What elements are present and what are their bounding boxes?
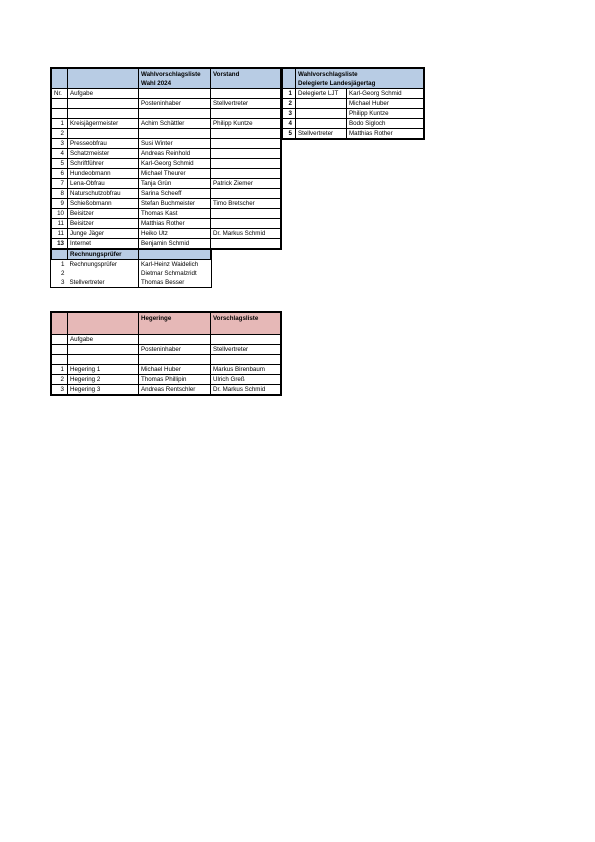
rechnungspruefer-header [52,250,211,260]
vorstand-header-row [52,89,281,99]
table-row: 11 Junge Jäger Heiko Utz Dr. Markus Schmid [52,229,281,239]
vorstand-subheader-row [52,99,281,109]
vorstand-title-col: Vorstand [211,69,281,89]
col-stellvertreter: Stellvertreter [211,345,281,355]
table-row: 5 Schriftführer Karl-Georg Schmid [52,159,281,169]
col-aufgabe: Aufgabe [68,335,139,345]
col-posteninhaber: Posteninhaber [139,345,211,355]
delegierte-title: Wahlvorschlagsliste Delegierte Landesjägertag [296,69,424,89]
hegeringe-title-row [52,313,281,335]
table-row: 1 Delegierte LJT Karl-Georg Schmid [283,89,424,99]
hegeringe-title: Hegeringe [139,313,211,335]
table-row: 3 Hegering 3 Andreas Rentschler Dr. Markus Schmid [52,385,281,395]
table-row: 3 Philipp Kuntze [283,109,424,119]
table-row: 11 Beisitzer Matthias Rother [52,219,281,229]
table-row: 3 Presseobfrau Susi Winter [52,139,281,149]
table-row: 2 Dietmar Schmalzridt [52,269,211,278]
col-stellvertreter: Stellvertreter [211,99,281,109]
table-row: 1 Rechnungsprüfer Karl-Heinz Waidelich [52,260,211,270]
table-row: 4 Bodo Sigloch [283,119,424,129]
hegeringe-subheader-row [52,345,281,355]
internet-row: 13 Internet Benjamin Schmid [52,239,281,249]
col-aufgabe: Aufgabe [68,89,139,99]
delegierte-table [282,68,424,139]
table-row: 3 Stellvertreter Thomas Besser [52,278,211,287]
table-row: 1 Hegering 1 Michael Huber Markus Birenbaum [52,365,281,375]
hegeringe-sheet [51,312,281,395]
hegeringe-table [51,312,281,395]
table-row: 8 Naturschutzobfrau Sarina Scheeff [52,189,281,199]
rechnungspruefer-label: Rechnungsprüfer [68,250,139,260]
table-row: 6 Hundeobmann Michael Theurer [52,169,281,179]
hegeringe-header-row [52,335,281,345]
table-row: 9 Schießobmann Stefan Buchmeister Timo Bretscher [52,199,281,209]
vorstand-title-row [52,69,281,89]
vorstand-title: Wahlvorschlagsliste Wahl 2024 [139,69,211,89]
rechnungspruefer-table [51,249,211,287]
vorstand-sheet [51,68,281,287]
table-row: 5 Stellvertreter Matthias Rother [283,129,424,139]
delegierte-title-row [283,69,424,89]
table-row: 4 Schatzmeister Andreas Reinhold [52,149,281,159]
table-row: 1 Kreisjägermeister Achim Schättler Philipp Kuntze [52,119,281,129]
delegierte-sheet [282,68,424,139]
table-row: 2 [52,129,281,139]
table-row: 7 Lena-Obfrau Tanja Grün Patrick Ziemer [52,179,281,189]
vorstand-table [51,68,281,249]
col-posteninhaber: Posteninhaber [139,99,211,109]
col-nr: Nr. [52,89,68,99]
table-row: 2 Michael Huber [283,99,424,109]
table-row: 2 Hegering 2 Thomas Phillipin Ulrich Greß [52,375,281,385]
hegeringe-title-col: Vorschlagsliste [211,313,281,335]
table-row: 10 Beisitzer Thomas Kast [52,209,281,219]
